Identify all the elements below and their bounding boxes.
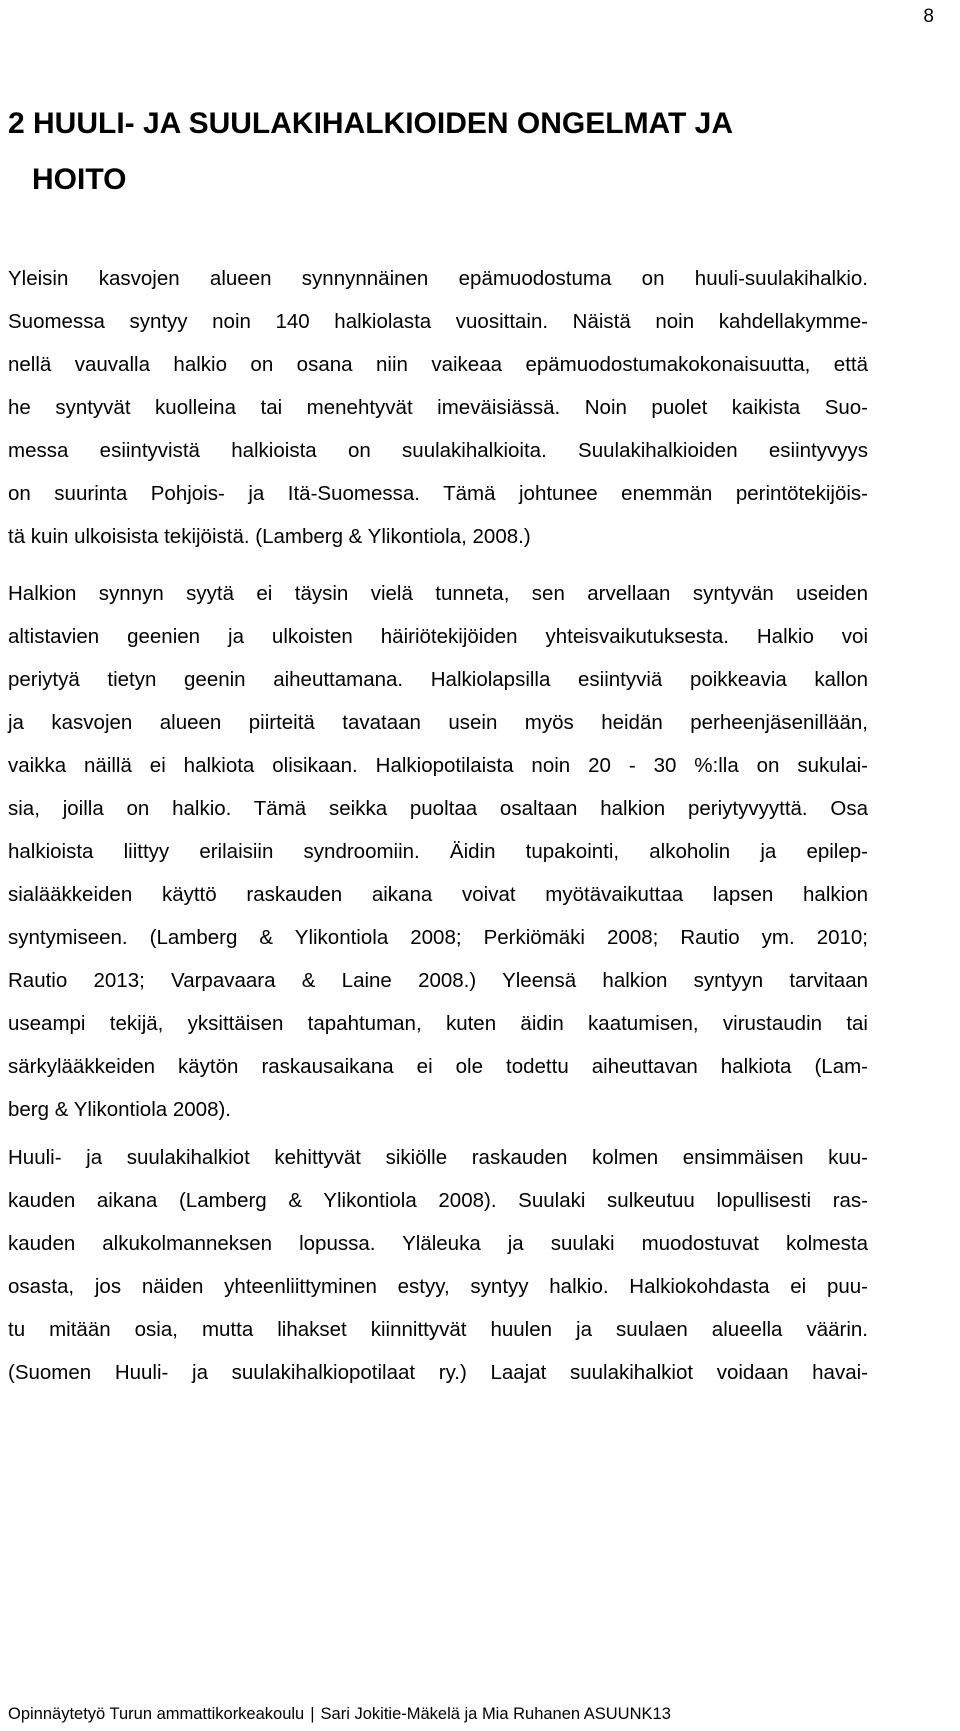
- paragraph-line: sialääkkeiden käyttö raskauden aikana voivat myötävaikuttaa lapsen halkion: [8, 883, 868, 906]
- paragraph-line: kauden alkukolmanneksen lopussa. Yläleuka ja suulaki muodostuvat kolmesta: [8, 1232, 868, 1255]
- paragraph-line: altistavien geenien ja ulkoisten häiriötekijöiden yhteisvaikutuksesta. Halkio voi: [8, 625, 868, 648]
- paragraph-line: tu mitään osia, mutta lihakset kiinnittyvät huulen ja suulaen alueella väärin.: [8, 1318, 868, 1341]
- paragraph-2: [8, 572, 868, 1131]
- paragraph-line: (Suomen Huuli- ja suulakihalkiopotilaat ry.) Laajat suulakihalkiot voidaan havai-: [8, 1361, 868, 1384]
- footer-separator: |: [310, 1705, 315, 1723]
- paragraph-line: he syntyvät kuolleina tai menehtyvät imeväisiässä. Noin puolet kaikista Suo-: [8, 396, 868, 419]
- paragraph-line: periytyä tietyn geenin aiheuttamana. Halkiolapsilla esiintyviä poikkeavia kallon: [8, 668, 868, 691]
- paragraph-line: ja kasvojen alueen piirteitä tavataan usein myös heidän perheenjäsenillään,: [8, 711, 868, 734]
- paragraph-1: [8, 257, 868, 558]
- paragraph-line: nellä vauvalla halkio on osana niin vaikeaa epämuodostumakokonaisuutta, että: [8, 353, 868, 376]
- section-heading-line-1: 2 HUULI- JA SUULAKIHALKIOIDEN ONGELMAT JA: [8, 107, 734, 140]
- paragraph-line: Huuli- ja suulakihalkiot kehittyvät sikiölle raskauden kolmen ensimmäisen kuu-: [8, 1146, 868, 1169]
- paragraph-line: on suurinta Pohjois- ja Itä-Suomessa. Tämä johtunee enemmän perintötekijöis-: [8, 482, 868, 505]
- section-heading-line-2: HOITO: [32, 163, 127, 196]
- footer-authors: Sari Jokitie-Mäkelä ja Mia Ruhanen ASUUNK13: [320, 1705, 671, 1723]
- paragraph-line: messa esiintyvistä halkioista on suulakihalkioita. Suulakihalkioiden esiintyvyys: [8, 439, 868, 462]
- paragraph-line: Rautio 2013; Varpavaara & Laine 2008.) Yleensä halkion syntyyn tarvitaan: [8, 969, 868, 992]
- paragraph-line: sia, joilla on halkio. Tämä seikka puoltaa osaltaan halkion periytyvyyttä. Osa: [8, 797, 868, 820]
- page-number: 8: [923, 6, 934, 27]
- paragraph-line: tä kuin ulkoisista tekijöistä. (Lamberg & Ylikontiola, 2008.): [8, 525, 531, 548]
- page-footer: [8, 1703, 671, 1725]
- paragraph-line: berg & Ylikontiola 2008).: [8, 1098, 231, 1121]
- paragraph-line: syntymiseen. (Lamberg & Ylikontiola 2008; Perkiömäki 2008; Rautio ym. 2010;: [8, 926, 868, 949]
- section-heading: [8, 96, 868, 208]
- paragraph-3: [8, 1136, 868, 1394]
- paragraph-line: Suomessa syntyy noin 140 halkiolasta vuosittain. Näistä noin kahdellakymme-: [8, 310, 868, 333]
- paragraph-line: useampi tekijä, yksittäisen tapahtuman, kuten äidin kaatumisen, virustaudin tai: [8, 1012, 868, 1035]
- paragraph-line: halkioista liittyy erilaisiin syndroomiin. Äidin tupakointi, alkoholin ja epilep-: [8, 840, 868, 863]
- paragraph-line: vaikka näillä ei halkiota olisikaan. Halkiopotilaista noin 20 - 30 %:lla on sukulai-: [8, 754, 868, 777]
- paragraph-line: osasta, jos näiden yhteenliittyminen estyy, syntyy halkio. Halkiokohdasta ei puu-: [8, 1275, 868, 1298]
- paragraph-line: Halkion synnyn syytä ei täysin vielä tunneta, sen arvellaan syntyvän useiden: [8, 582, 868, 605]
- paragraph-line: kauden aikana (Lamberg & Ylikontiola 2008). Suulaki sulkeutuu lopullisesti ras-: [8, 1189, 868, 1212]
- footer-institution: Opinnäytetyö Turun ammattikorkeakoulu: [8, 1705, 305, 1723]
- paragraph-line: särkylääkkeiden käytön raskausaikana ei ole todettu aiheuttavan halkiota (Lam-: [8, 1055, 868, 1078]
- paragraph-line: Yleisin kasvojen alueen synnynnäinen epämuodostuma on huuli-suulakihalkio.: [8, 267, 868, 290]
